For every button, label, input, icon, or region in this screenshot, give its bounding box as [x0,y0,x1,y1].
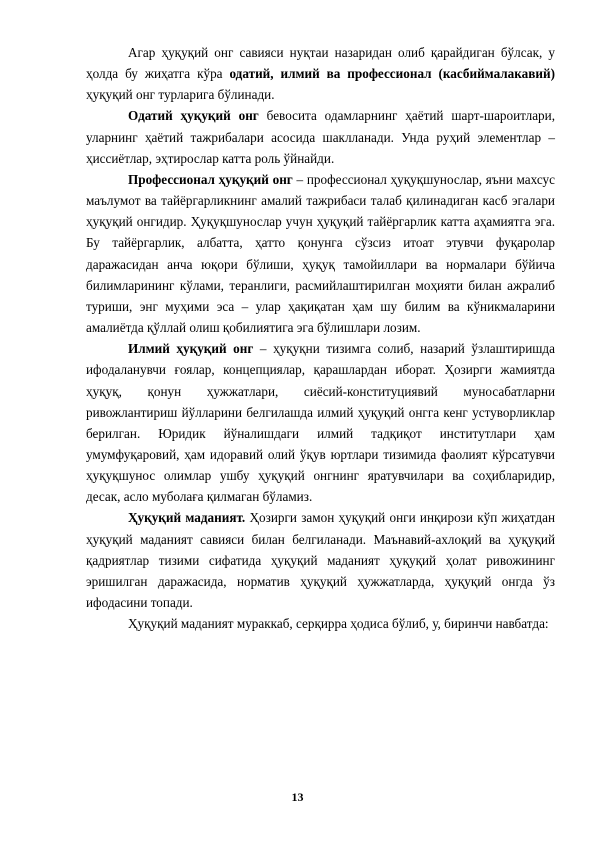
para2-text: бевосита одамларнинг ҳаётий шарт-шароитлари, уларнинг ҳаётий тажрибалари асосида шаклланади. Унда руҳий элементлар – ҳиссиётлар, эҳтирослар катта роль ўйнайди. [86,108,555,166]
para3-text: – профессионал ҳуқуқшунослар, яъни махсус маълумот ва тайёргарликнинг амалий тажрибаси талаб қилинадиган касб эгалари ҳуқуқий онгидир. Ҳуқуқшунослар учун ҳуқуқий тайёргарлик катта аҳамиятга эга. Бу тайёргарлик, албатта, ҳатто қонунга сўзсиз итоат этувчи фуқаролар даражасидан анча юқори бўлиши, ҳуқуқ тамойиллари ва нормалари бўйича билимларининг кўлами, теранлиги, расмийлаштирилган моҳияти билан ажралиб туриши, энг муҳими эса – улар ҳақиқатан ҳам шу билим ва кўникмаларини амалиётда қўллай олиш қобилиятига эга бўлишлари лозим. [86,171,555,336]
document-body [86,42,555,634]
paragraph-ordinary-legal-consciousness [86,105,555,168]
page-number: 13 [291,790,304,804]
paragraph-legal-culture [86,507,555,613]
para2-bold-term: Одатий ҳуқуқий онг [128,108,259,124]
para3-bold-term: Профессионал ҳуқуқий онг [128,171,293,187]
para1-text-2: ҳуқуқий онг турларига бўлинади. [86,87,275,103]
paragraph-professional-legal-consciousness [86,169,555,338]
para5-text: Ҳозирги замон ҳуқуқий онги инқирози кўп жиҳатдан ҳуқуқий маданият савияси билан белгиланади. Маънавий-ахлоқий ва ҳуқуқий қадриятлар тизими сифатида ҳуқуқий маданият ҳуқуқий ҳолат ривожининг эришилган даражасида, норматив ҳуқуқий ҳужжатларда, ҳуқуқий онгда ўз ифодасини топади. [86,510,555,611]
para4-bold-term: Илмий ҳуқуқий онг [128,341,254,357]
paragraph-levels-of-legal-consciousness [86,42,555,105]
para1-bold-terms: одатий, илмий ва профессионал (касбиймалакавий) [229,66,555,82]
para4-text: – ҳуқуқни тизимга солиб, назарий ўзлаштиришда ифодаланувчи ғоялар, концепциялар, қарашлардан иборат. Ҳозирги жамиятда ҳуқуқ, қонун ҳужжатлари, сиёсий-конституциявий муносабатларни ривожлантириш йўлларини белгилашда илмий ҳуқуқий онгга кенг устуворликлар берилган. Юридик йўналишдаги илмий тадқиқот институтлари ҳам умумфуқаровий, ҳам идоравий олий ўқув юртлари тизимида фаолият кўрсатувчи ҳуқуқшунос олимлар ушбу ҳуқуқий онгнинг яратувчилари ва соҳибларидир, десак, асло муболаға қилмаган бўламиз. [86,341,555,505]
para6-text: Ҳуқуқий маданият мураккаб, серқирра ҳодиса бўлиб, у, биринчи навбатда: [128,616,549,632]
paragraph-scientific-legal-consciousness [86,338,555,507]
paragraph-legal-culture-intro [86,613,555,634]
para1-text-1: Агар ҳуқуқий онг савияси нуқтаи назаридан олиб қарайдиган бўлсак, у ҳолда бу жиҳатга кўра [86,45,555,82]
para5-bold-term: Ҳуқуқий маданият. [128,510,246,526]
